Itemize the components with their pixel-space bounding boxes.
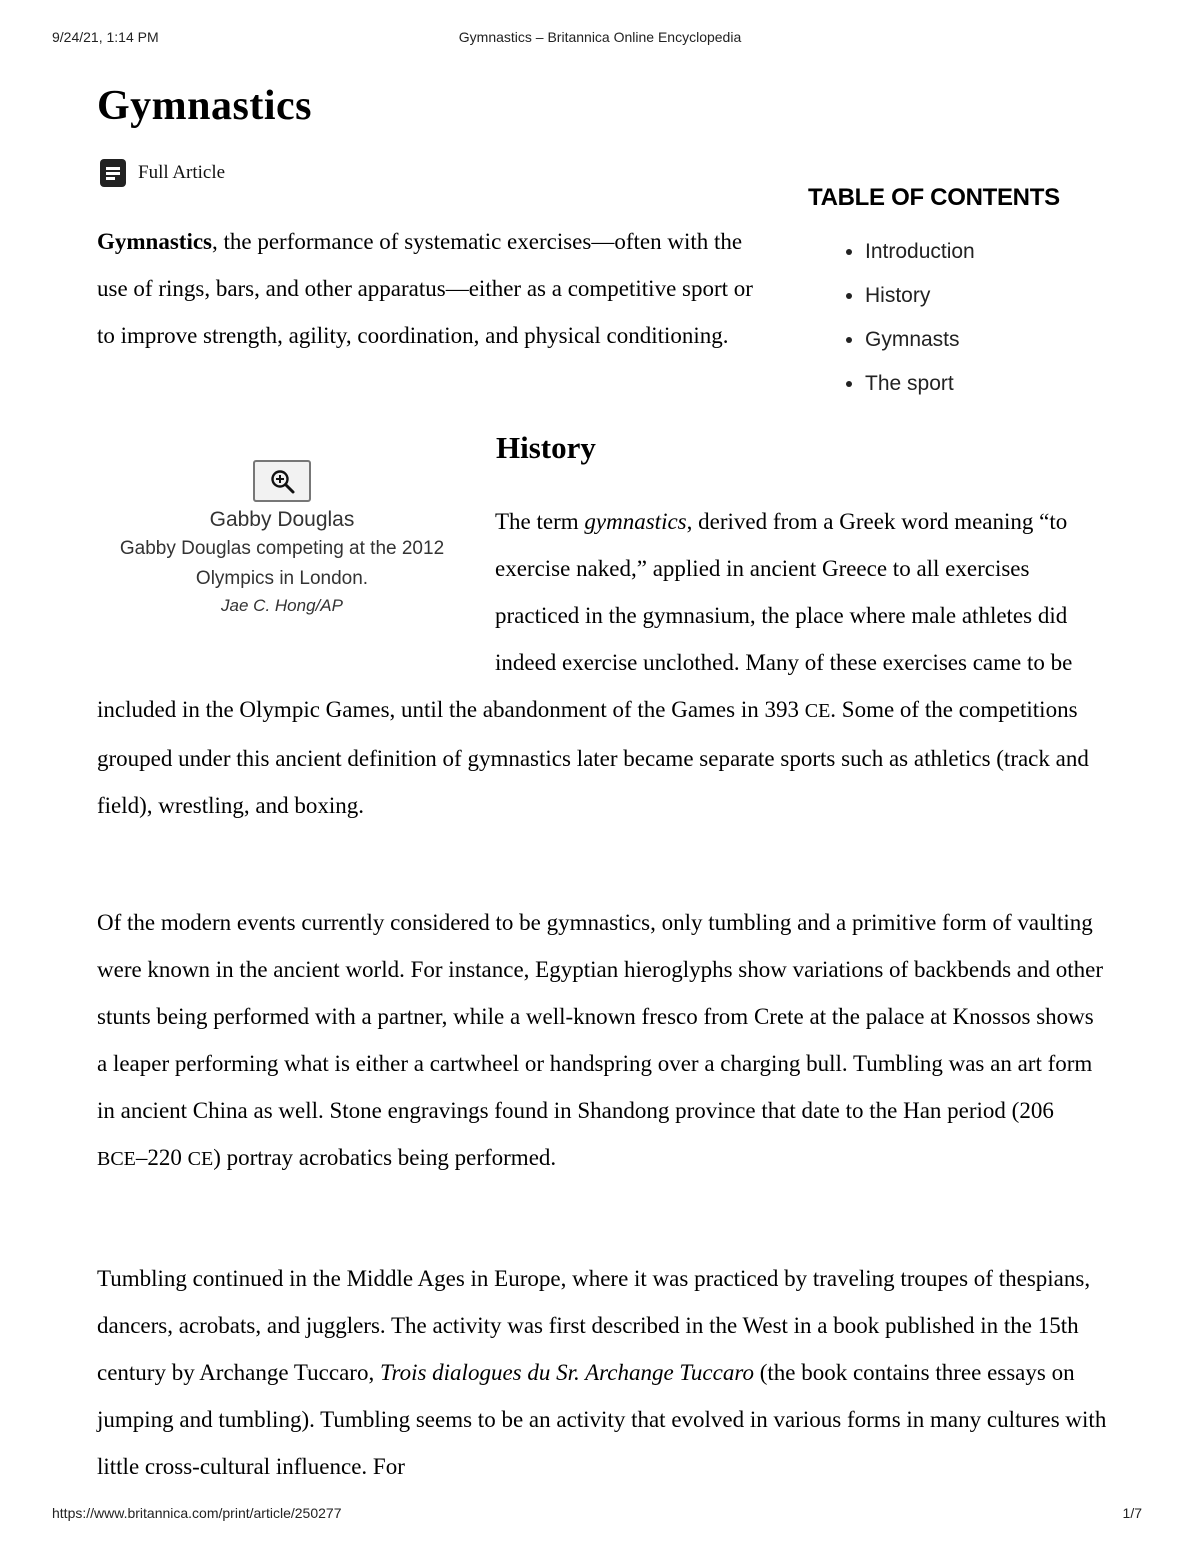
history-paragraph-3 xyxy=(97,1255,1107,1490)
print-footer xyxy=(52,1505,1148,1525)
text-run: , derived from a Greek word meaning “to exercise naked,” applied in ancient Greece to all exercises practiced in the gymnasium, the place where male athletes did indeed exercise unclothed. Many of these exercises came to be included in the Olympic Games, until the abandonment of the Games in 393 xyxy=(97,509,1073,722)
era-label: CE xyxy=(187,1148,214,1170)
table-of-contents xyxy=(808,184,1138,414)
text-run: The term xyxy=(495,509,585,534)
full-article-link[interactable] xyxy=(100,157,225,189)
figure-caption: Gabby Douglas competing at the 2012 Olympics in London. xyxy=(119,538,445,589)
figure-title: Gabby Douglas xyxy=(209,508,355,531)
figure-credit: Jae C. Hong/AP xyxy=(221,596,343,615)
toc-heading: TABLE OF CONTENTS xyxy=(808,184,1060,211)
intro-text: , the performance of systematic exercises—often with the use of rings, bars, and other apparatus—either as a competitive sport or to improve strength, agility, coordination, and physical conditioning. xyxy=(97,229,753,348)
document-icon xyxy=(100,159,126,187)
zoom-in-icon xyxy=(269,469,297,495)
text-run: ) portray acrobatics being performed. xyxy=(213,1145,557,1170)
text-run: . Some of the competitions grouped under this ancient definition of gymnastics later became separate sports such as athletics (track and field), wrestling, and boxing. xyxy=(97,697,1089,818)
book-title: Trois dialogues du Sr. Archange Tuccaro xyxy=(379,1360,754,1385)
article-title: Gymnastics xyxy=(97,83,312,129)
toc-item-gymnasts[interactable]: • Gymnasts xyxy=(865,326,1138,370)
text-run: –220 xyxy=(135,1145,188,1170)
print-page-title: Gymnastics – Britannica Online Encyclopedia xyxy=(458,29,742,45)
history-paragraph-1 xyxy=(97,498,1107,829)
full-article-label: Full Article xyxy=(138,162,226,183)
text-run: Tumbling continued in the Middle Ages in Europe, where it was practiced by traveling troupes of thespians, dancers, acrobats, and jugglers. The activity was first described in the West in a book published in the 15th century by Archange Tuccaro, xyxy=(97,1266,1091,1385)
history-paragraph-2 xyxy=(97,899,1107,1183)
intro-paragraph xyxy=(97,218,765,359)
text-run: (the book contains three essays on jumping and tumbling). Tumbling seems to be an activity that evolved in various forms in many cultures with little cross-cultural influence. For xyxy=(97,1360,1107,1479)
print-url: https://www.britannica.com/print/article/250277 xyxy=(52,1505,342,1521)
print-header xyxy=(52,29,1148,49)
toc-item-the-sport[interactable]: • The sport xyxy=(865,370,1138,414)
history-heading: History xyxy=(496,430,596,465)
toc-item-history[interactable]: • History xyxy=(865,282,1138,326)
toc-item-introduction[interactable]: • Introduction xyxy=(865,238,1138,282)
text-run: Of the modern events currently considered to be gymnastics, only tumbling and a primitive form of vaulting were known in the ancient world. For instance, Egyptian hieroglyphs show variations of backbends and other stunts being performed with a partner, while a well-known fresco from Crete at the palace at Knossos shows a leaper performing what is either a cartwheel or handspring over a charging bull. Tumbling was an art form in ancient China as well. Stone engravings found in Shandong province that date to the Han period (206 xyxy=(97,910,1104,1123)
intro-term: Gymnastics xyxy=(97,229,212,254)
era-label: CE xyxy=(804,700,831,722)
print-date: 9/24/21, 1:14 PM xyxy=(52,29,159,45)
toc-list xyxy=(808,238,1138,414)
era-label: BCE xyxy=(97,1148,136,1170)
zoom-image-button[interactable] xyxy=(253,460,311,502)
term-gymnastics: gymnastics xyxy=(584,509,687,534)
page-number: 1/7 xyxy=(1122,1505,1142,1521)
